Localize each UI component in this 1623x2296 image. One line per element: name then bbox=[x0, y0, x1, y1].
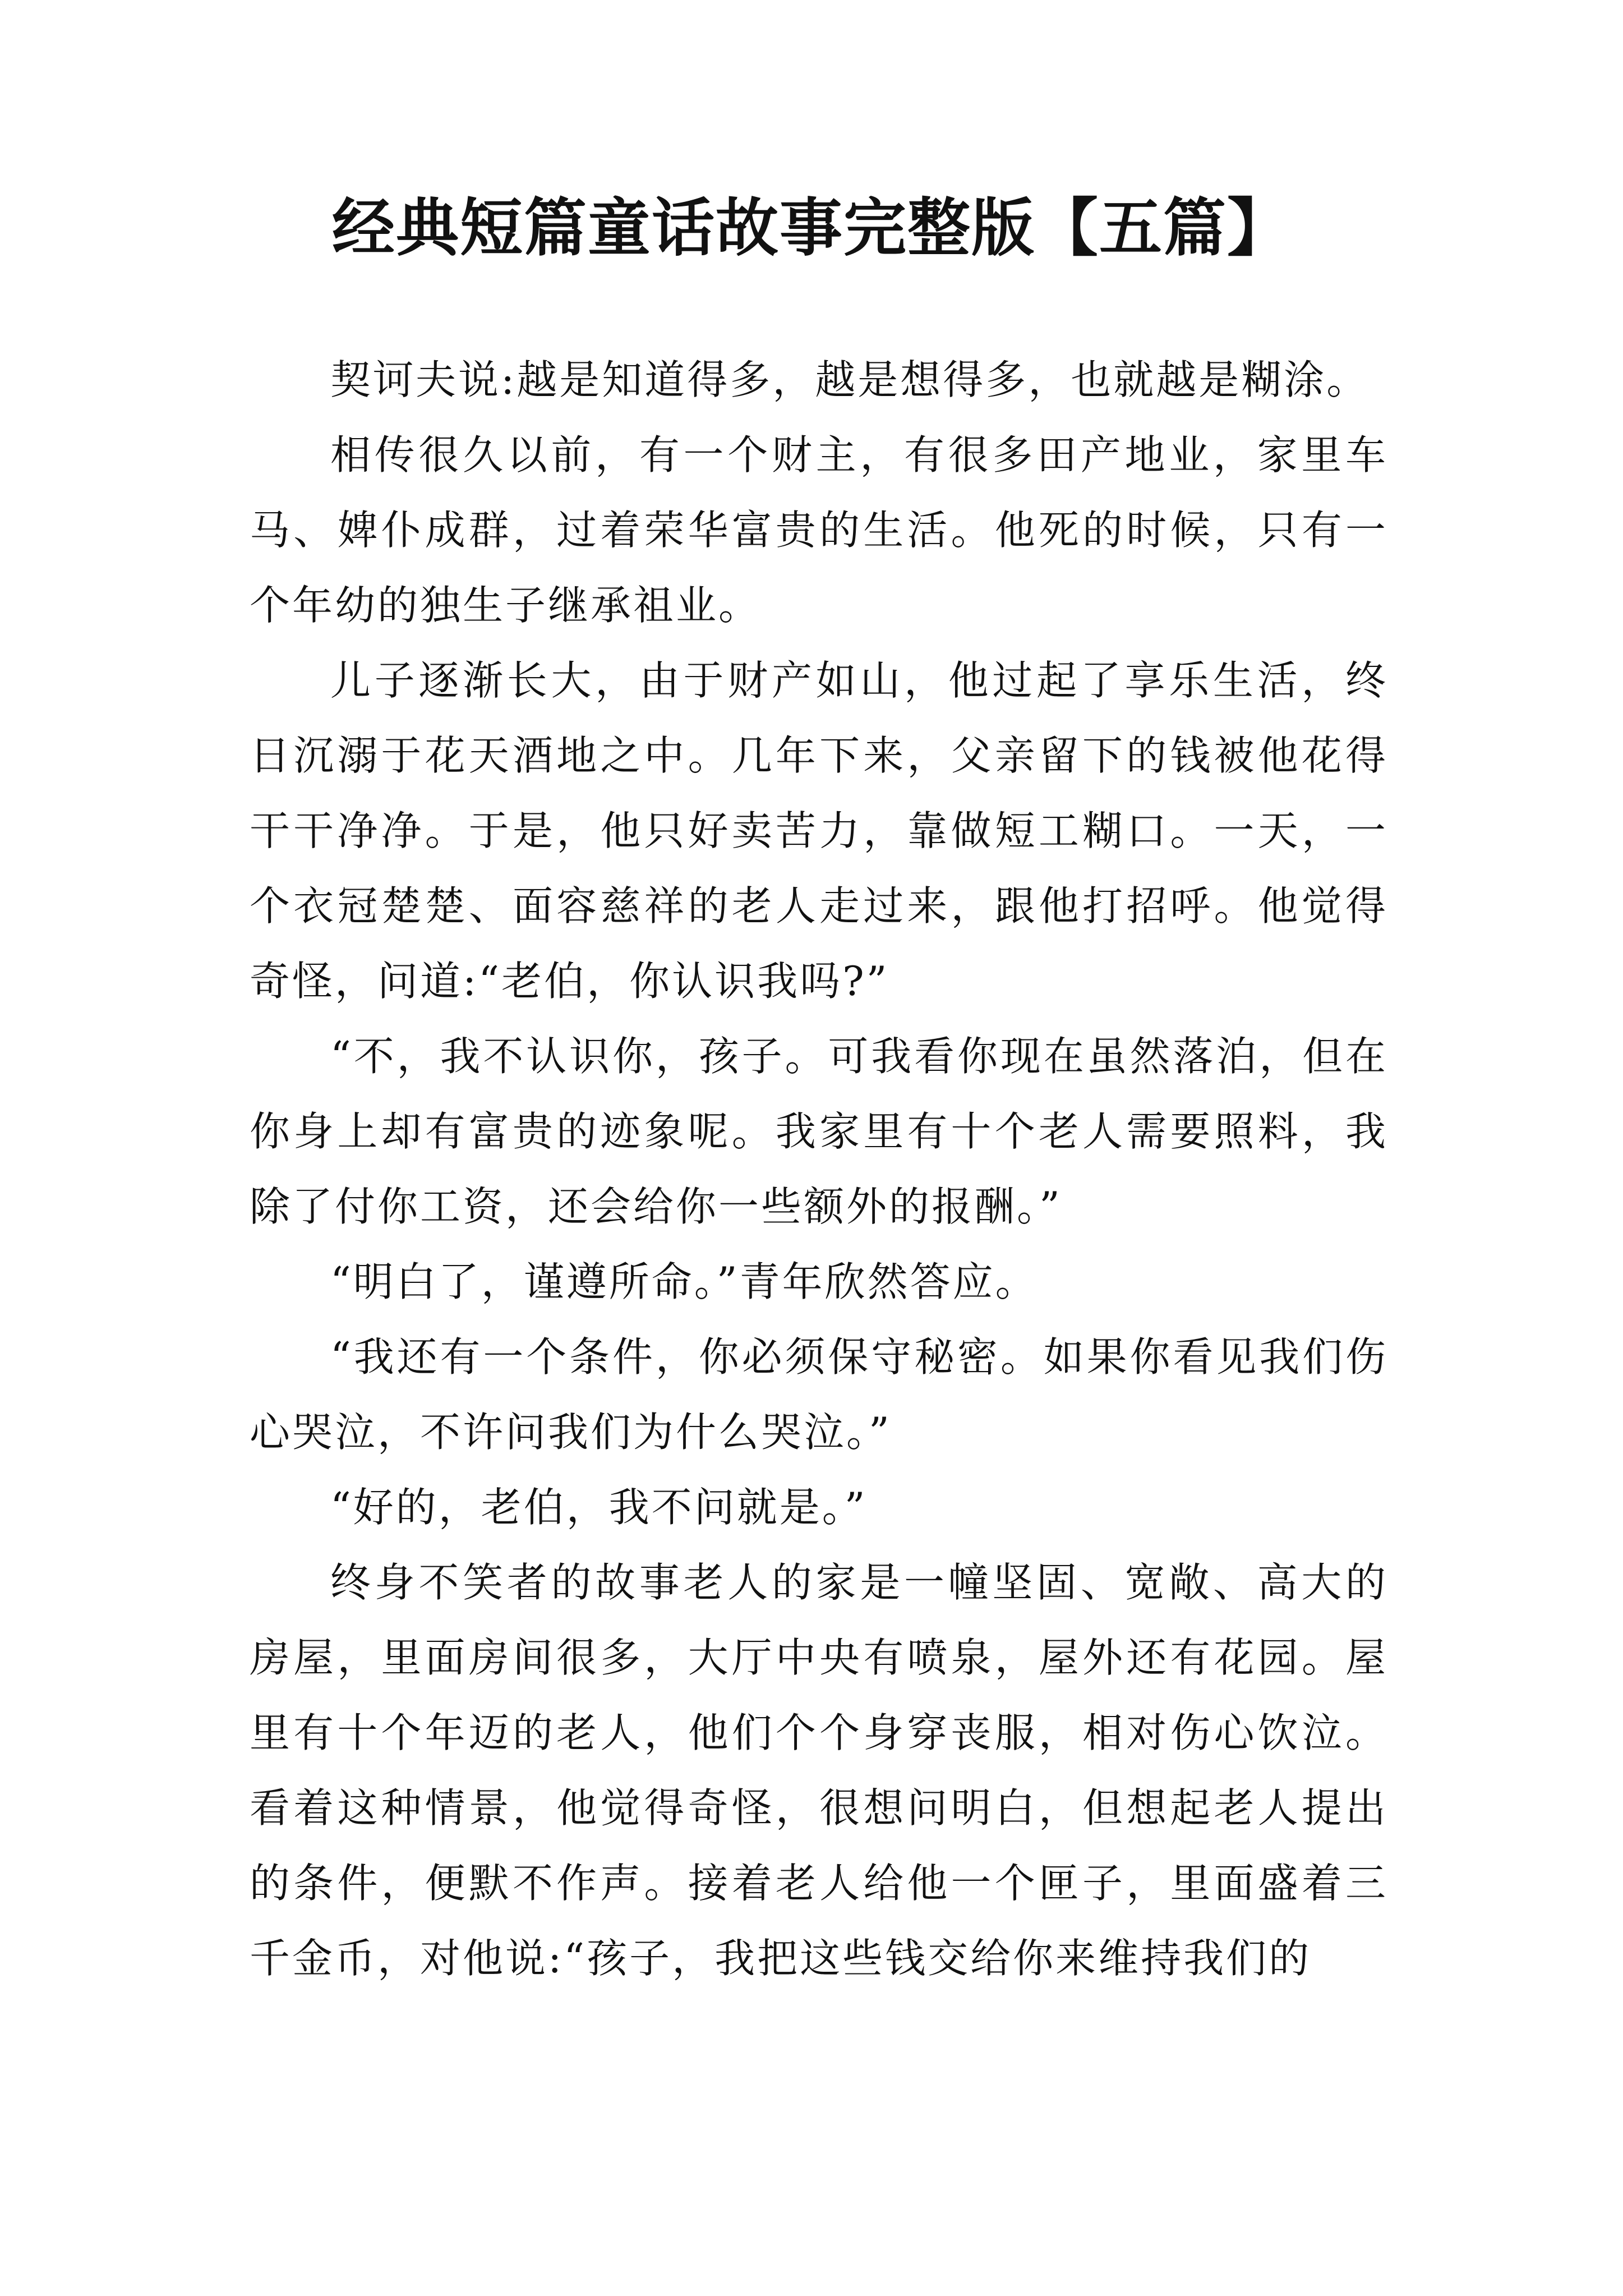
paragraph-3: 儿子逐渐长大，由于财产如山，他过起了享乐生活，终日沉溺于花天酒地之中。几年下来，父亲留下的钱被他花得干干净净。于是，他只好卖苦力，靠做短工糊口。一天，一个衣冠楚楚、面容慈祥的老人走过来，跟他打招呼。他觉得奇怪，问道:“老伯，你认识我吗?” bbox=[250, 657, 1388, 1005]
paragraph-2: 相传很久以前，有一个财主，有很多田产地业，家里车马、婢仆成群，过着荣华富贵的生活。他死的时候，只有一个年幼的独生子继承祖业。 bbox=[250, 431, 1388, 629]
paragraph-8: 终身不笑者的故事老人的家是一幢坚固、宽敞、高大的房屋，里面房间很多，大厅中央有喷泉，屋外还有花园。屋里有十个年迈的老人，他们个个身穿丧服，相对伤心饮泣。看着这种情景，他觉得奇怪，很想问明白，但想起老人提出的条件，便默不作声。接着老人给他一个匣子，里面盛着三千金币，对他说:“孩子，我把这些钱交给你来维持我们的 bbox=[250, 1559, 1388, 1982]
paragraph-1: 契诃夫说:越是知道得多，越是想得多，也就越是糊涂。 bbox=[330, 356, 1370, 403]
paragraph-5: “明白了，谨遵所命。”青年欣然答应。 bbox=[330, 1258, 1038, 1305]
paragraph-6: “我还有一个条件，你必须保守秘密。如果你看见我们伤心哭泣，不许问我们为什么哭泣。” bbox=[250, 1333, 1388, 1456]
document-body bbox=[250, 342, 1388, 1996]
paragraph-4: “不，我不认识你，孩子。可我看你现在虽然落泊，但在你身上却有富贵的迹象呢。我家里有十个老人需要照料，我除了付你工资，还会给你一些额外的报酬。” bbox=[250, 1033, 1388, 1230]
paragraph-7: “好的，老伯，我不问就是。” bbox=[330, 1484, 868, 1531]
document-title: 经典短篇童话故事完整版【五篇】 bbox=[332, 191, 1291, 265]
